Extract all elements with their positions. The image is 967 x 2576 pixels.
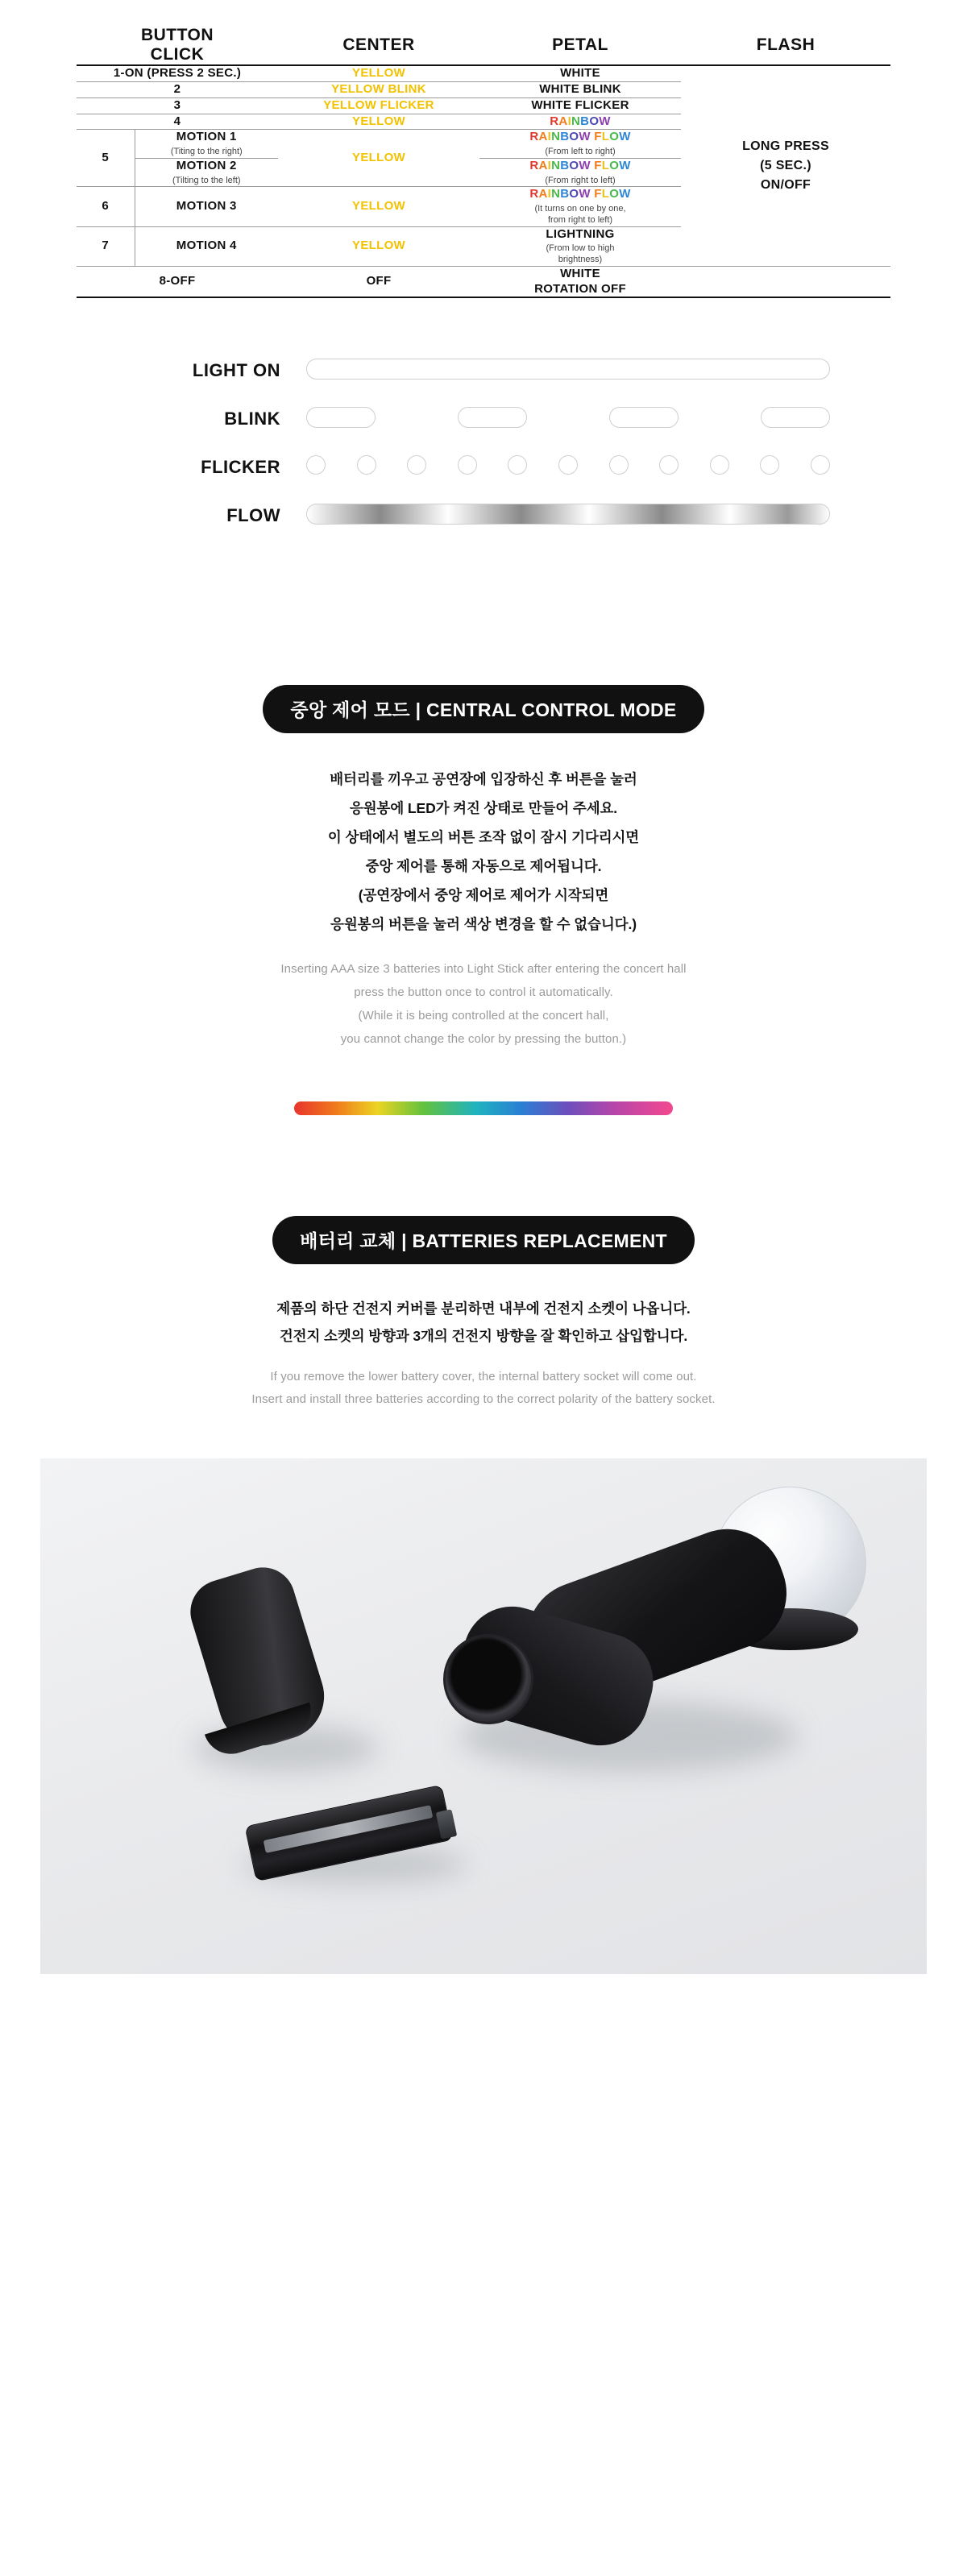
text-line: press the button once to control it automatically. — [354, 985, 613, 999]
header-button-line2: CLICK — [150, 45, 205, 64]
text-line: Inserting AAA size 3 batteries into Light Stick after entering the concert hall — [280, 961, 687, 976]
blink-segment — [306, 407, 376, 428]
header-flash: FLASH — [681, 26, 890, 65]
battery-replacement-section — [0, 1216, 967, 1411]
petal-note-5a: (From left to right) — [545, 147, 616, 157]
text-line: (While it is being controlled at the concert hall, — [358, 1009, 609, 1023]
mode-table — [77, 26, 890, 298]
text-line: 중앙 제어를 통해 자동으로 제어됩니다. — [365, 857, 602, 874]
legend-label-blink: BLINK — [224, 409, 280, 429]
row-petal-1: WHITE — [479, 65, 681, 81]
blink-segment — [458, 407, 527, 428]
motion1-note: (Titing to the right) — [170, 147, 243, 157]
row-petal-5a — [479, 130, 681, 159]
row-petal-2: WHITE BLINK — [479, 82, 681, 98]
motion1-label: MOTION 1 — [176, 130, 237, 144]
row-petal-5b — [479, 158, 681, 187]
lightning-label: LIGHTNING — [546, 226, 615, 241]
row-button-2: 2 — [77, 82, 278, 98]
row-button-5: 5 — [77, 130, 135, 187]
central-control-title: 중앙 제어 모드 | CENTRAL CONTROL MODE — [263, 685, 703, 733]
rainbow-label: RAINBOW FLOW — [529, 187, 631, 201]
mode-table-section — [77, 15, 890, 298]
battery-replacement-title: 배터리 교체 | BATTERIES REPLACEMENT — [272, 1216, 695, 1264]
header-center: CENTER — [278, 26, 479, 65]
legend-row-blink — [137, 395, 830, 443]
row-sub-motion1 — [135, 130, 278, 159]
text-line: 응원봉의 버튼을 눌러 색상 변경을 할 수 없습니다.) — [330, 915, 637, 932]
legend-bar-flow — [306, 504, 830, 528]
rainbow-label: RAINBOW FLOW — [529, 130, 631, 144]
petal-note-6: (It turns on one by one, from right to left) — [534, 204, 626, 225]
battery-korean-body — [0, 1295, 967, 1350]
row-center-8: OFF — [278, 266, 479, 297]
flicker-dot — [558, 455, 578, 475]
central-control-korean-body — [0, 765, 967, 939]
flash-text: LONG PRESS (5 SEC.) ON/OFF — [742, 139, 829, 193]
text-line: (공연장에서 중앙 제어로 제어가 시작되면 — [358, 886, 609, 903]
flicker-dot — [357, 455, 376, 475]
header-petal: PETAL — [479, 26, 681, 65]
legend-bar-blink — [306, 407, 830, 431]
row-button-8: 8-OFF — [77, 266, 278, 297]
flash-empty — [681, 266, 890, 297]
row-center-3: YELLOW FLICKER — [278, 97, 479, 114]
flicker-dot — [458, 455, 477, 475]
battery-english-body — [0, 1366, 967, 1411]
legend-label-flow: FLOW — [226, 505, 280, 526]
row-button-4: 4 — [77, 114, 278, 130]
row-center-6: YELLOW — [278, 187, 479, 226]
rainbow-label: RAINBOW FLOW — [529, 158, 631, 172]
legend-bar-flicker — [306, 455, 830, 479]
legend-label-flicker: FLICKER — [201, 457, 280, 478]
flicker-dot — [609, 455, 629, 475]
table-header-row — [77, 26, 890, 65]
text-line: If you remove the lower battery cover, the internal battery socket will come out. — [270, 1369, 697, 1383]
legend-bar-light-on — [306, 359, 830, 383]
row-petal-6 — [479, 187, 681, 226]
text-line: Insert and install three batteries according to the correct polarity of the battery socket. — [251, 1392, 716, 1406]
flicker-dot — [811, 455, 830, 475]
flicker-dot — [710, 455, 729, 475]
row-sub-motion3: MOTION 3 — [135, 187, 278, 226]
flow-gradient — [306, 504, 830, 525]
row-petal-4 — [479, 114, 681, 130]
flicker-dot — [407, 455, 426, 475]
petal-note-5b: (From right to left) — [545, 175, 616, 185]
header-button-click — [77, 26, 278, 65]
table-row — [77, 266, 890, 297]
row-petal-3: WHITE FLICKER — [479, 97, 681, 114]
blink-segments — [306, 407, 830, 428]
row-sub-motion2 — [135, 158, 278, 187]
rainbow-gradient-bar — [294, 1101, 673, 1115]
row-center-7: YELLOW — [278, 226, 479, 266]
row-center-4: YELLOW — [278, 114, 479, 130]
legend-label-light-on: LIGHT ON — [192, 360, 280, 381]
text-line: 응원봉에 LED가 켜진 상태로 만들어 주세요. — [349, 800, 618, 817]
central-control-section — [0, 685, 967, 1114]
blink-segment — [761, 407, 830, 428]
pattern-legend — [137, 346, 830, 540]
row-petal-7 — [479, 226, 681, 266]
text-line: 건전지 소켓의 방향과 3개의 건전지 방향을 잘 확인하고 삽입합니다. — [279, 1327, 688, 1344]
motion2-note: (Tilting to the left) — [172, 175, 241, 185]
flash-cell — [681, 65, 890, 266]
legend-row-light-on — [137, 346, 830, 395]
central-control-english-body — [0, 957, 967, 1052]
legend-row-flicker — [137, 443, 830, 492]
row-center-1: YELLOW — [278, 65, 479, 81]
petal-note-7: (From low to high brightness) — [546, 243, 615, 265]
text-line: 배터리를 끼우고 공연장에 입장하신 후 버튼을 눌러 — [330, 771, 637, 788]
text-line: you cannot change the color by pressing the button.) — [340, 1032, 627, 1047]
flicker-dot — [306, 455, 326, 475]
row-petal-8: WHITE ROTATION OFF — [479, 266, 681, 297]
row-button-3: 3 — [77, 97, 278, 114]
row-button-6: 6 — [77, 187, 135, 226]
flicker-dot — [760, 455, 779, 475]
light-on-pill — [306, 359, 830, 380]
battery-replacement-photo — [40, 1458, 927, 1974]
text-line: 제품의 하단 건전지 커버를 분리하면 내부에 건전지 소켓이 나옵니다. — [276, 1300, 691, 1317]
table-row — [77, 65, 890, 81]
flicker-dot — [659, 455, 679, 475]
header-button-line1: BUTTON — [140, 26, 214, 44]
rainbow-label: RAINBOW — [550, 114, 611, 128]
row-button-7: 7 — [77, 226, 135, 266]
text-line: 이 상태에서 별도의 버튼 조작 없이 잠시 기다리시면 — [327, 829, 640, 846]
row-button-1: 1-ON (PRESS 2 SEC.) — [77, 65, 278, 81]
row-sub-motion4: MOTION 4 — [135, 226, 278, 266]
legend-row-flow — [137, 492, 830, 540]
blink-segment — [609, 407, 679, 428]
row-center-2: YELLOW BLINK — [278, 82, 479, 98]
row-center-5: YELLOW — [278, 130, 479, 187]
motion2-label: MOTION 2 — [176, 158, 237, 172]
flicker-dot — [508, 455, 527, 475]
flicker-dots — [306, 455, 830, 475]
